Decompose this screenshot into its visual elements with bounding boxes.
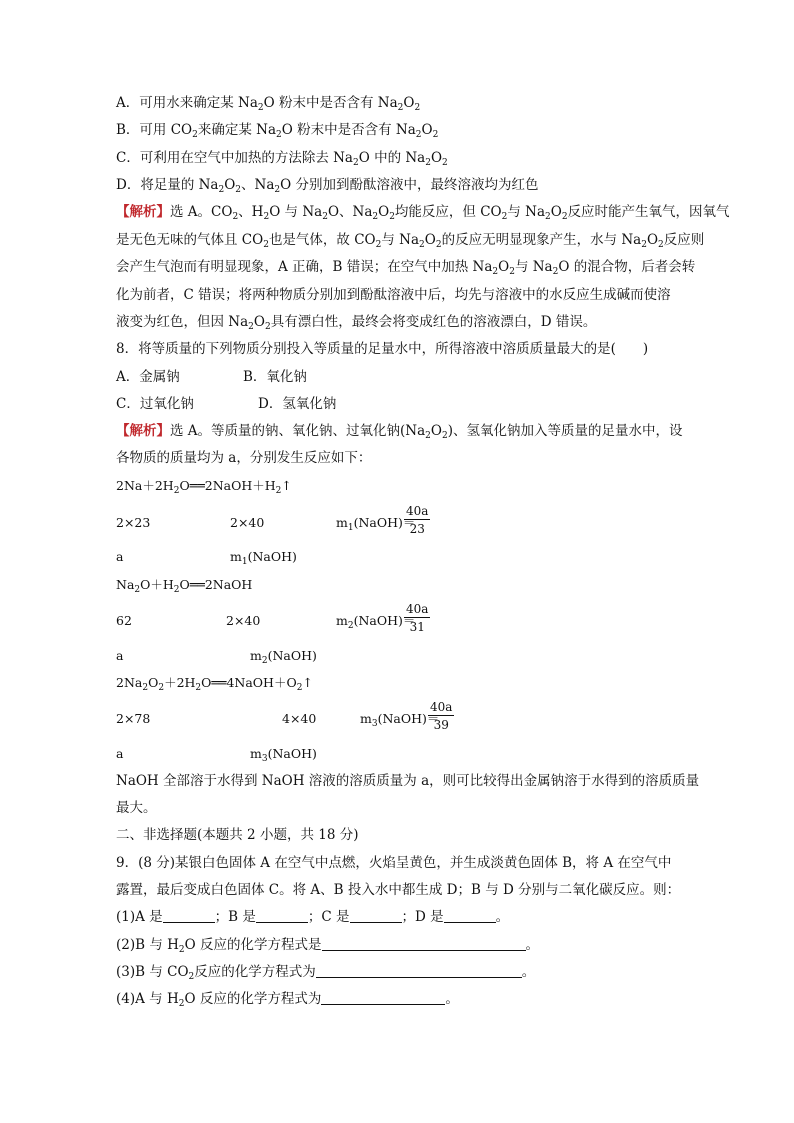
eq2-product-mass: 2×40 [226, 613, 261, 628]
q9-part3: (3)B 与 $CO_2$反应的化学方程式为 。 [116, 964, 536, 982]
q8-analysis-line2: 各物质的质量均为 a，分别发生反应如下： [116, 450, 372, 466]
q7-option-c: C．可利用在空气中加热的方法除去 $Na_2O$ 中的 $Na_2O_2$ [116, 150, 448, 168]
answer-blank-a[interactable] [163, 922, 215, 923]
eq3-a: a [116, 746, 124, 761]
eq2-a: a [116, 648, 124, 663]
answer-blank-4[interactable] [321, 1004, 445, 1005]
eq1-m-under: $m_1(NaOH)$ [230, 549, 297, 567]
q9-stem-line2: 露置，最后变成白色固体 C。将 A、B 投入水中都生成 D；B 与 D 分别与二氧化碳反应。则： [116, 882, 681, 898]
answer-blank-b[interactable] [256, 922, 308, 923]
q8-conclusion-line2: 最大。 [116, 800, 157, 816]
q8-stem: 8．将等质量的下列物质分别投入等质量的足量水中，所得溶液中溶质质量最大的是( ) [116, 341, 649, 357]
eq1-product-mass: 2×40 [230, 515, 265, 530]
analysis-tag: 【解析】 [116, 204, 170, 220]
eq1-fraction: $\frac{40a}{23}$ [406, 504, 429, 536]
eq2-m-label: $m_2(NaOH)=$ [336, 613, 416, 631]
analysis-tag: 【解析】 [116, 423, 170, 439]
equation-3: $2Na_2O_2+2H_2O══4NaOH+O_2↑$ [116, 675, 313, 693]
eq3-product-mass: 4×40 [282, 711, 317, 726]
q7-analysis-line5: 液变为红色，但因 $Na_2O_2$具有漂白性，最终会将变成红色的溶液漂白，D 错误。 [116, 314, 597, 332]
answer-blank-3[interactable] [316, 977, 522, 978]
equation-2: $Na_2O+H_2O══2NaOH$ [116, 577, 253, 595]
eq3-m-label: $m_3(NaOH)=$ [360, 711, 440, 729]
q9-part1: (1)A 是 ；B 是 ；C 是 ；D 是 。 [116, 909, 510, 925]
q9-stem-line1: 9．(8 分)某银白色固体 A 在空气中点燃，火焰呈黄色，并生成淡黄色固体 B，将 A 在空气中 [116, 855, 672, 871]
eq3-reactant-mass: 2×78 [116, 711, 151, 726]
section-heading: 二、非选择题(本题共 2 小题，共 18 分) [116, 827, 359, 843]
q7-analysis-line1: 【解析】选 A。$CO_2$、$H_2O$ 与 $Na_2O$、$Na_2O_2$均能反应，但 $CO_2$与 $Na_2O_2$反应时能产生氧气，因氧气 [116, 204, 730, 222]
eq3-m-under: $m_3(NaOH)$ [250, 746, 317, 764]
q8-option-a: A．金属钠 [116, 369, 180, 385]
q8-option-c: C．过氧化钠 [116, 396, 194, 412]
answer-blank-2[interactable] [322, 950, 526, 951]
eq2-fraction: $\frac{40a}{31}$ [406, 602, 429, 634]
q8-analysis-line1: 【解析】选 A。等质量的钠、氧化钠、过氧化钠$(Na_2O_2)$、氢氧化钠加入等质量的足量水中，设 [116, 423, 683, 441]
q7-analysis-line2: 是无色无味的气体且 $CO_2$也是气体，故 $CO_2$与 $Na_2O_2$的反应无明显现象产生，水与 $Na_2O_2$反应则 [116, 232, 705, 250]
q9-part4: (4)A 与 $H_2O$ 反应的化学方程式为 。 [116, 991, 459, 1009]
q9-part2: (2)B 与 $H_2O$ 反应的化学方程式是 。 [116, 937, 539, 955]
q7-analysis-line4: 化为前者，C 错误；将两种物质分别加到酚酞溶液中后，均先与溶液中的水反应生成碱而使溶 [116, 287, 671, 303]
q7-analysis-line3: 会产生气泡而有明显现象，A 正确，B 错误；在空气中加热 $Na_2O_2$与 $Na_2O$ 的混合物，后者会转 [116, 259, 696, 277]
eq2-reactant-mass: 62 [116, 613, 132, 628]
q7-option-b: B．可用 $CO_2$来确定某 $Na_2O$ 粉末中是否含有 $Na_2O_2$ [116, 122, 439, 140]
eq3-fraction: $\frac{40a}{39}$ [430, 700, 453, 732]
q8-option-b: B．氧化钠 [243, 369, 307, 385]
answer-blank-c[interactable] [350, 922, 402, 923]
eq2-m-under: $m_2(NaOH)$ [250, 648, 317, 666]
q8-conclusion-line1: NaOH 全部溶于水得到 NaOH 溶液的溶质质量为 a，则可比较得出金属钠溶于水得到的溶质质量 [116, 773, 700, 789]
eq1-reactant-mass: 2×23 [116, 515, 151, 530]
q8-option-d: D．氢氧化钠 [258, 396, 337, 412]
equation-1: $2Na+2H_2O══2NaOH+H_2↑$ [116, 478, 292, 496]
q7-option-a: A．可用水来确定某 $Na_2O$ 粉末中是否含有 $Na_2O_2$ [116, 95, 421, 113]
eq1-a: a [116, 549, 124, 564]
eq1-m-label: $m_1(NaOH)=$ [336, 515, 416, 533]
answer-blank-d[interactable] [444, 922, 496, 923]
q7-option-d: D．将足量的 $Na_2O_2$、$Na_2O$ 分别加到酚酞溶液中，最终溶液均为红色 [116, 177, 539, 195]
